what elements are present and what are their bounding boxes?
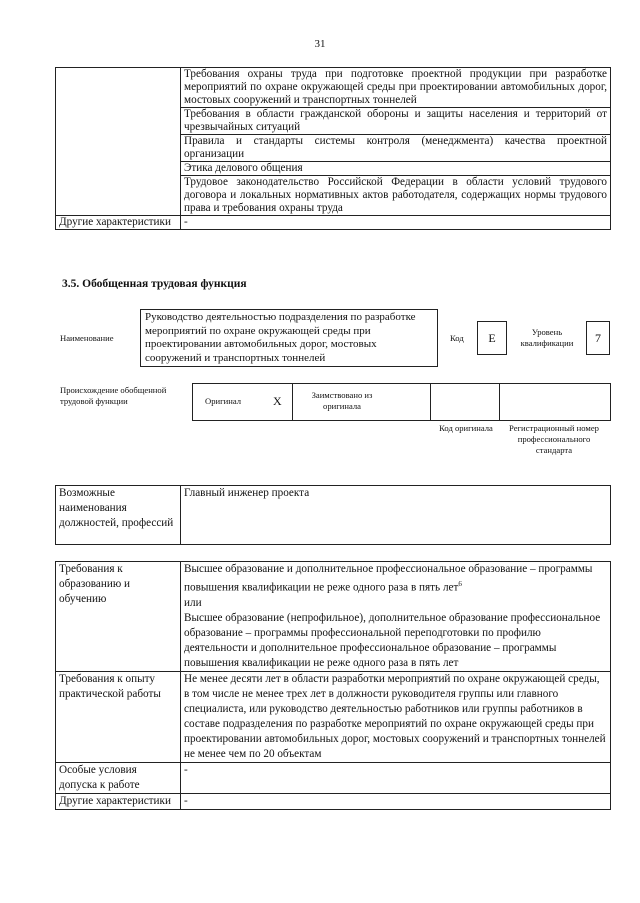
other-characteristics-value: - bbox=[181, 793, 611, 809]
other-characteristics-label: Другие характеристики bbox=[56, 793, 181, 809]
special-conditions-value: - bbox=[181, 762, 611, 793]
original-label: Оригинал bbox=[205, 396, 242, 406]
other-characteristics-label: Другие характеристики bbox=[56, 216, 181, 230]
code-value: E bbox=[477, 321, 507, 355]
education-line: Высшее образование (непрофильное), дополнительное образование профессиональное образование – программы профессиональной переподготовки по профилю деятельности и дополнительное профессиональное образование – программы повышения квалификации не реже одного раза в пять лет bbox=[184, 611, 601, 669]
positions-table bbox=[55, 485, 611, 545]
divider bbox=[430, 384, 431, 420]
knowledge-item: Правила и стандарты системы контроля (менеджмента) качества проектной организации bbox=[181, 135, 611, 162]
section-title: 3.5. Обобщенная трудовая функция bbox=[62, 278, 247, 290]
level-value: 7 bbox=[586, 321, 610, 355]
experience-label: Требования к опыту практической работы bbox=[56, 671, 181, 762]
code-original-caption: Код оригинала bbox=[439, 423, 493, 433]
code-label: Код bbox=[450, 333, 464, 343]
borrowed-label: Заимствовано из оригинала bbox=[311, 390, 373, 411]
requirements-table bbox=[55, 561, 611, 810]
origin-label: Происхождение обобщенной трудовой функции bbox=[60, 385, 167, 406]
education-line: или bbox=[184, 596, 202, 609]
education-line: Высшее образование и дополнительное профессиональное образование – программы повышения квалификации не реже одного раза в пять лет$^6$ bbox=[184, 563, 593, 594]
positions-value: Главный инженер проекта bbox=[181, 486, 611, 545]
name-label: Наименование bbox=[60, 333, 114, 343]
knowledge-table bbox=[55, 67, 611, 230]
experience-value: Не менее десяти лет в области разработки мероприятий по охране окружающей среды, в том числе не менее трех лет в должности руководителя группы или главного специалиста, или руководство деятельностью работников или группы работников в составе подразделения по разработке мероприятий по охране окружающей среды при проектировании автомобильных дорог, мостовых сооружений и транспортных тоннелей не менее чем по 20 объектам bbox=[181, 671, 611, 762]
education-label: Требования к образованию и обучению bbox=[56, 562, 181, 672]
divider bbox=[292, 384, 293, 420]
original-mark: X bbox=[273, 394, 282, 408]
footnote-mark: 6 bbox=[458, 580, 462, 588]
page-number: 31 bbox=[314, 38, 326, 50]
education-value bbox=[181, 562, 611, 672]
function-name-box bbox=[140, 309, 438, 367]
knowledge-item: Требования охраны труда при подготовке проектной продукции при разработке мероприятий по охране окружающей среды при проектировании автомобильных дорог, мостовых сооружений и транспортных тоннелей bbox=[181, 68, 611, 108]
knowledge-item: Требования в области гражданской обороны и защиты населения и территорий от чрезвычайных ситуаций bbox=[181, 108, 611, 135]
function-name-value: Руководство деятельностью подразделения по разработке мероприятий по охране окружающей среды при проектировании автомобильных дорог, мостовых сооружений и транспортных тоннелей bbox=[145, 311, 416, 364]
positions-label: Возможные наименования должностей, профессий bbox=[56, 486, 181, 545]
special-conditions-label: Особые условия допуска к работе bbox=[56, 762, 181, 793]
empty-label-cell bbox=[56, 68, 181, 216]
origin-box bbox=[192, 383, 611, 421]
knowledge-item: Трудовое законодательство Российской Федерации в области условий трудового договора и локальных нормативных актов работодателя, содержащих нормы трудового права и требования охраны труда bbox=[181, 176, 611, 216]
other-characteristics-value: - bbox=[181, 216, 611, 230]
level-label: Уровень квалификации bbox=[520, 327, 574, 348]
knowledge-item: Этика делового общения bbox=[181, 162, 611, 176]
registration-number-caption: Регистрационный номер профессионального стандарта bbox=[509, 423, 599, 455]
divider bbox=[499, 384, 500, 420]
